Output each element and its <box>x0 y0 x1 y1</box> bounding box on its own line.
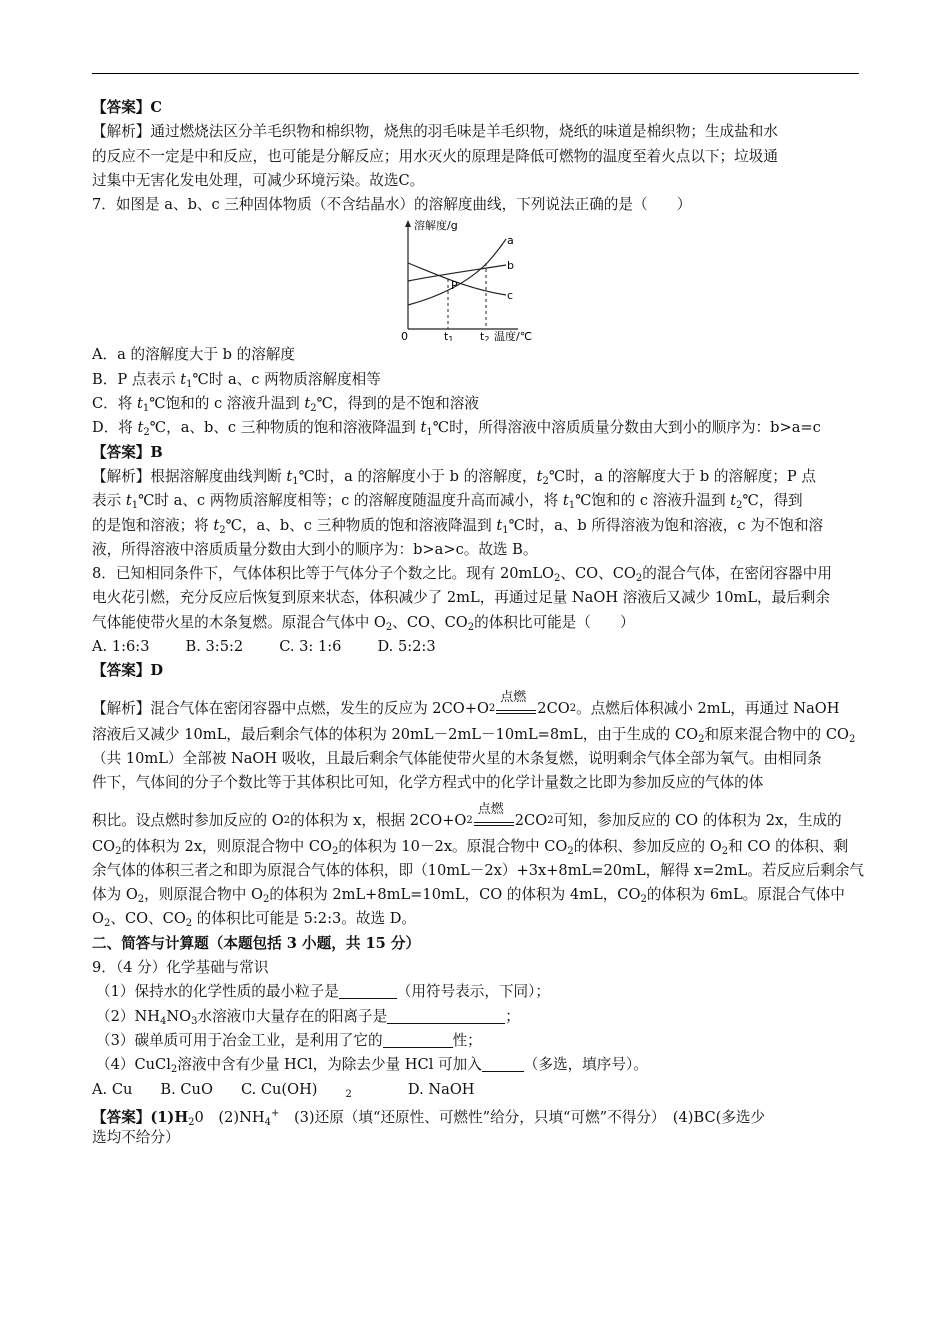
q9-stem: 9．（4 分）化学基础与常识 <box>92 959 269 977</box>
q7-stem: 7．如图是 a、b、c 三种固体物质（不含结晶水）的溶解度曲线，下列说法正确的是（ ） <box>92 196 692 214</box>
text: 气体能使带火星的木条复燃。原混合气体中 O <box>92 613 386 631</box>
text: (3)还原（填“还原性、可燃性”给分，只填“可燃”不得分） (4)BC(多选少 <box>279 1108 766 1126</box>
q9-answer-line-2: 选均不给分） <box>92 1129 180 1147</box>
text: （用符号表示，下同）； <box>396 983 551 1001</box>
text: 的体积、参加反应的 O <box>573 837 722 855</box>
blank-4 <box>482 1055 524 1072</box>
sub: 2 <box>736 500 743 512</box>
sub: 2 <box>547 815 554 827</box>
sub: 2 <box>640 894 647 906</box>
sub: 2 <box>467 621 475 633</box>
sub: 1 <box>502 524 509 536</box>
reaction-arrow <box>474 801 514 834</box>
eq-line <box>474 822 514 823</box>
text: ℃时，a、b 所得溶液为饱和溶液，c 为不饱和溶 <box>508 516 824 534</box>
section-2-heading: 二、简答与计算题（本题包括 3 小题，共 15 分） <box>92 934 421 952</box>
sub: 2 <box>170 1064 178 1076</box>
text: 8．已知相同条件下，气体体积比等于气体分子个数之比。现有 20mLO <box>92 565 555 583</box>
text: C．将 <box>92 395 137 413</box>
q8-analysis-line-1 <box>92 684 862 723</box>
text: 的体积为 2mL+8mL=10mL，CO 的体积为 4mL，CO <box>269 886 641 904</box>
q8-analysis-line-2 <box>92 723 862 747</box>
sub: 2 <box>143 427 150 439</box>
text: ℃时 a、c 两物质溶解度相等；c 的溶解度随温度升高而减小，将 <box>138 492 563 510</box>
q7-option-b <box>92 368 862 392</box>
q7-option-c <box>92 392 862 416</box>
q8-option-a: A. 1:6:3 <box>92 638 150 656</box>
q8-analysis-line-5 <box>92 796 862 835</box>
sub: 2 <box>283 815 291 827</box>
t2-sub: 2 <box>484 335 490 342</box>
text: 。点燃后体积减小 2mL，再通过 NaOH <box>576 700 840 718</box>
q7-option-a: A．a 的溶解度大于 b 的溶解度 <box>92 346 296 364</box>
text: NO <box>166 1007 192 1025</box>
q8-analysis-line-3: （共 10mL）全部被 NaOH 吸收，且最后剩余气体能使带火星的木条复燃，说明剩余气体全部为氧气。由相同条 <box>92 749 822 767</box>
sub: 2 <box>569 703 577 715</box>
document-page <box>92 96 865 1150</box>
q8-option-d: D. 5:2:3 <box>377 638 436 656</box>
sub: 1 <box>142 403 150 415</box>
text: （2）NH <box>96 1007 160 1025</box>
blank-2 <box>387 1007 505 1024</box>
text: （4）CuCl <box>96 1056 171 1074</box>
q7-analysis-line-3 <box>92 514 862 538</box>
q8-analysis-line-9 <box>92 907 862 931</box>
eq-line <box>474 825 514 826</box>
q9-sub-2 <box>92 1005 862 1029</box>
text: ℃时，a 的溶解度大于 b 的溶解度；P 点 <box>548 467 816 485</box>
sub: 2 <box>542 475 549 487</box>
text: 的体积为 6mL。原混合气体中 <box>646 886 845 904</box>
sub: 2 <box>698 733 705 745</box>
text: 水溶液巾大量存在的阳离子是 <box>197 1007 388 1025</box>
t-var: t <box>562 492 569 510</box>
point-p-label: P <box>451 279 458 293</box>
text: 的体积为 10－2x。原混合物中 CO <box>338 837 568 855</box>
text: B．P 点表示 <box>92 370 181 388</box>
sub: 2 <box>567 845 574 857</box>
sub: 2 <box>721 845 729 857</box>
t-var: t <box>137 419 144 437</box>
q8-stem-line-1 <box>92 562 862 586</box>
q6-analysis-line-1: 【解析】通过燃烧法区分羊毛织物和棉织物，烧焦的羽毛味是羊毛织物，烧纸的味道是棉织物；生成盐和水 <box>92 123 778 141</box>
t2-letter: t <box>480 330 485 342</box>
curve-a-label: a <box>507 234 514 248</box>
t-var: t <box>536 467 543 485</box>
text: ℃，a、b、c 三种物质的饱和溶液降温到 <box>149 419 421 437</box>
sub: 2 <box>262 894 270 906</box>
text: 的体积比可能是 5:2:3。故选 D。 <box>192 910 417 928</box>
text: ℃时，a 的溶解度小于 b 的溶解度， <box>298 467 537 485</box>
t-var: t <box>730 492 737 510</box>
y-axis-label: 溶解度/g <box>414 219 458 233</box>
sub: 2 <box>103 918 111 930</box>
q9-answer-line-1 <box>92 1102 862 1126</box>
text: CO <box>92 837 116 855</box>
sub: 2 <box>137 894 145 906</box>
text: ，则原混合物中 O <box>144 886 263 904</box>
q9-option-a: A. Cu <box>92 1080 133 1098</box>
text: （3）碳单质可用于冶金工业，是利用了它的 <box>96 1031 383 1049</box>
reaction-condition: 点燃 <box>500 689 527 705</box>
y-axis-arrow <box>405 220 411 227</box>
t-var: t <box>180 370 187 388</box>
sub: 4 <box>159 1015 167 1027</box>
t2-label <box>480 330 489 341</box>
text: 的体积比可能是（ ） <box>474 613 635 631</box>
sub: 1 <box>186 378 193 390</box>
q9-options <box>92 1078 862 1102</box>
text: 表示 <box>92 492 126 510</box>
t1-sub: 1 <box>448 335 454 342</box>
solubility-curve-figure <box>398 217 558 341</box>
text: 0 (2)NH <box>194 1108 265 1126</box>
sup: + <box>270 1107 280 1119</box>
q8-analysis-line-7: 余气体的体积三者之和即为原混合气体的体积，即（10mL－2x）+3x+8mL=20mL，解得 x=2mL。若反应后剩余气 <box>92 861 865 879</box>
reaction-arrow <box>496 689 536 722</box>
sub: 1 <box>426 427 433 439</box>
q8-option-c: C. 3: 1:6 <box>279 638 342 656</box>
q9-option-d: D. NaOH <box>407 1080 475 1098</box>
t-var: t <box>125 492 132 510</box>
q7-analysis-line-2 <box>92 489 862 513</box>
text: （多选，填序号）。 <box>523 1056 648 1074</box>
t-var: t <box>137 395 143 413</box>
sub: 2 <box>331 845 339 857</box>
sub: 2 <box>115 845 122 857</box>
text: C. Cu(OH) <box>240 1080 318 1098</box>
text: O <box>92 910 104 928</box>
q8-answer: 【答案】D <box>92 662 164 680</box>
sub: 2 <box>310 403 317 415</box>
q6-analysis-line-3: 过集中无害化发电处理，可减少环境污染。故选C。 <box>92 171 425 189</box>
text: 的体积为 x，根据 2CO+O <box>290 812 467 830</box>
q9-sub-4 <box>92 1053 862 1077</box>
t-var: t <box>213 516 220 534</box>
text: 体为 O <box>92 886 138 904</box>
text: 【解析】根据溶解度曲线判断 <box>92 467 287 485</box>
text: 的体积为 2x，则原混合物中 CO <box>121 837 332 855</box>
text: 的是饱和溶液；将 <box>92 516 214 534</box>
sub: 2 <box>188 1116 195 1128</box>
curve-b-label: b <box>507 259 514 273</box>
text: ℃时 a、c 两物质溶解度相等 <box>192 370 381 388</box>
t1-label <box>444 330 453 341</box>
text: 【答案】(1)H <box>92 1108 189 1126</box>
solubility-graph <box>92 217 862 343</box>
text: 溶液后又减少 10mL，最后剩余气体的体积为 20mL－2mL－10mL=8mL，由于生成的 CO <box>92 725 699 743</box>
sub: 2 <box>385 621 393 633</box>
sub: 2 <box>185 918 193 930</box>
sub: 2 <box>488 703 496 715</box>
text: （1）保持水的化学性质的最小粒子是 <box>96 983 339 1001</box>
q8-stem-line-2: 电火花引燃，充分反应后恢复到原来状态，体积减少了 2mL，再通过足量 NaOH 溶液后又减少 10mL，最后剩余 <box>92 589 830 607</box>
text: ； <box>505 1007 520 1025</box>
t-var: t <box>286 467 293 485</box>
sub: 4 <box>264 1116 271 1128</box>
sub: 2 <box>848 733 856 745</box>
x-axis-label: 温度/℃ <box>494 330 533 342</box>
text: 、CO、CO <box>392 613 468 631</box>
text: 积比。设点燃时参加反应的 O <box>92 812 284 830</box>
sub: 1 <box>292 475 299 487</box>
text: 2CO <box>537 700 570 718</box>
text: 的混合气体，在密闭容器中用 <box>642 565 832 583</box>
header-rule <box>92 73 859 74</box>
q8-analysis-line-4: 件下，气体间的分子个数比等于其体积比可知，化学方程式中的化学计量数之比即为参加反应的气体的体 <box>92 774 764 792</box>
sub: 1 <box>568 500 576 512</box>
curve-c-label: c <box>507 289 514 303</box>
q6-answer: 【答案】C <box>92 99 162 116</box>
q9-sub-3 <box>92 1029 862 1053</box>
text: 2CO <box>514 812 548 830</box>
text: ℃饱和的 c 溶液升温到 <box>149 395 305 413</box>
q7-answer: 【答案】B <box>92 443 163 461</box>
text: 【解析】混合气体在密闭容器中点燃，发生的反应为 2CO+O <box>92 700 489 718</box>
text: 可知，参加反应的 CO 的体积为 2x，生成的 <box>553 812 842 830</box>
text: 、CO、CO <box>110 910 186 928</box>
text: 、CO、CO <box>560 565 636 583</box>
q8-analysis-line-6 <box>92 835 862 859</box>
eq-line <box>496 713 536 714</box>
text: 性； <box>452 1031 482 1049</box>
blank-3 <box>383 1031 453 1048</box>
q8-stem-line-3 <box>92 611 862 635</box>
text: ℃，得到 <box>742 492 803 510</box>
q7-analysis-line-4: 液，所得溶液中溶质质量分数由大到小的顺序为：b>a>c。故选 B。 <box>92 540 538 558</box>
eq-line <box>496 710 536 711</box>
text: 和 CO 的体积、剩 <box>728 837 849 855</box>
sub: 2 <box>219 524 226 536</box>
sub: 1 <box>131 500 139 512</box>
sub: 2 <box>466 815 473 827</box>
text: 溶液中含有少量 HCl，为除去少量 HCl 可加入 <box>177 1056 482 1074</box>
text: ℃，得到的是不饱和溶液 <box>316 395 479 413</box>
t-var: t <box>420 419 427 437</box>
q9-sub-1 <box>92 980 862 1004</box>
sub: 2 <box>345 1088 352 1100</box>
q6-analysis-line-2: 的反应不一定是中和反应，也可能是分解反应；用水灭火的原理是降低可燃物的温度至着火点以下；垃圾通 <box>92 147 778 165</box>
reaction-condition: 点燃 <box>477 801 504 817</box>
t-var: t <box>496 516 503 534</box>
text: D．将 <box>92 419 138 437</box>
q8-analysis-line-8 <box>92 883 862 907</box>
text: ℃时，所得溶液中溶质质量分数由大到小的顺序为：b>a=c <box>432 419 821 437</box>
q7-analysis-line-1 <box>92 465 862 489</box>
text: 和原来混合物中的 CO <box>704 725 849 743</box>
text: ℃饱和的 c 溶液升温到 <box>575 492 731 510</box>
sub: 3 <box>191 1015 198 1027</box>
origin-label: 0 <box>401 330 408 342</box>
q9-option-b: B. CuO <box>160 1080 213 1098</box>
q8-options <box>92 635 862 659</box>
sub: 2 <box>635 573 643 585</box>
sub: 2 <box>554 573 561 585</box>
blank-1 <box>339 982 397 999</box>
q7-option-d <box>92 416 862 440</box>
t-var: t <box>304 395 311 413</box>
q8-option-b: B. 3:5:2 <box>185 638 244 656</box>
text: ℃，a、b、c 三种物质的饱和溶液降温到 <box>225 516 497 534</box>
t1-letter: t <box>444 330 449 342</box>
